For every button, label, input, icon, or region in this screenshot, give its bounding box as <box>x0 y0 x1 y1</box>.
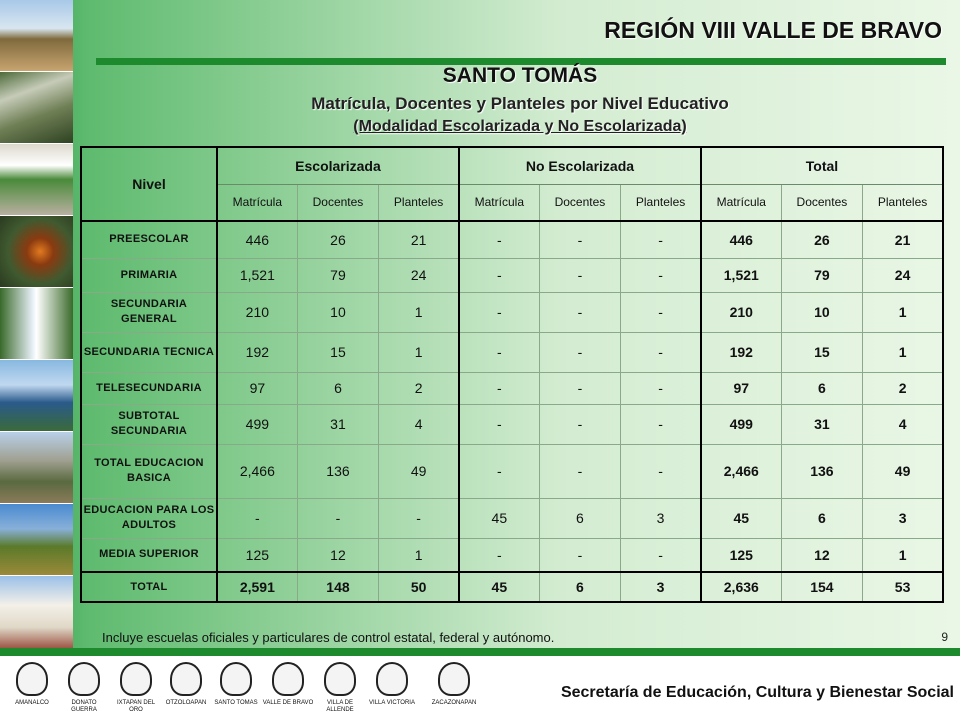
value-cell: 10 <box>297 292 379 332</box>
footer-divider <box>0 648 960 656</box>
lake-photo <box>0 360 73 432</box>
table-body <box>81 221 943 602</box>
table-header-groups <box>81 147 943 184</box>
value-cell: 26 <box>781 221 863 258</box>
glyph-icon <box>438 662 470 696</box>
value-cell: - <box>539 404 621 444</box>
region-title: REGIÓN VIII VALLE DE BRAVO <box>604 17 942 43</box>
table-row <box>81 292 943 332</box>
value-cell: - <box>539 444 621 498</box>
value-cell: - <box>459 292 539 332</box>
street-photo <box>0 144 73 216</box>
municipality-logo <box>210 662 262 718</box>
value-cell: - <box>621 221 701 258</box>
modalidad-subtitle: (Modalidad Escolarizada y No Escolarizada) <box>353 118 687 135</box>
value-cell: - <box>539 538 621 572</box>
total-header: Total <box>701 147 943 184</box>
value-cell: - <box>217 498 297 538</box>
value-cell: 6 <box>539 498 621 538</box>
municipality-logo <box>58 662 110 718</box>
municipality-logo <box>366 662 418 718</box>
value-cell: 53 <box>863 572 943 602</box>
col-docentes: Docentes <box>297 184 379 221</box>
value-cell: 3 <box>863 498 943 538</box>
value-cell: - <box>539 372 621 404</box>
value-cell: - <box>621 372 701 404</box>
value-cell: 125 <box>217 538 297 572</box>
municipality-label: VILLA DE ALLENDE <box>326 700 354 713</box>
value-cell: 1 <box>863 292 943 332</box>
value-cell: - <box>459 538 539 572</box>
table-row <box>81 444 943 498</box>
value-cell: 50 <box>379 572 459 602</box>
value-cell: - <box>621 258 701 292</box>
value-cell: 49 <box>863 444 943 498</box>
value-cell: 15 <box>781 332 863 372</box>
value-cell: - <box>621 444 701 498</box>
municipality-label: VALLE DE BRAVO <box>262 700 314 706</box>
col-docentes: Docentes <box>539 184 621 221</box>
value-cell: - <box>621 332 701 372</box>
col-matricula: Matrícula <box>217 184 297 221</box>
value-cell: 79 <box>297 258 379 292</box>
value-cell: 1 <box>379 292 459 332</box>
nivel-header: Nivel <box>81 147 217 221</box>
value-cell: - <box>459 221 539 258</box>
col-docentes: Docentes <box>781 184 863 221</box>
butterfly-photo <box>0 216 73 288</box>
municipality-logo <box>160 662 212 718</box>
table-row <box>81 221 943 258</box>
value-cell: 10 <box>781 292 863 332</box>
value-cell: 192 <box>217 332 297 372</box>
value-cell: - <box>459 444 539 498</box>
value-cell: 210 <box>217 292 297 332</box>
value-cell: 1 <box>863 332 943 372</box>
value-cell: 210 <box>701 292 781 332</box>
glyph-icon <box>68 662 100 696</box>
table-row <box>81 332 943 372</box>
value-cell: 49 <box>379 444 459 498</box>
municipality-label: DONATO GUERRA <box>71 700 97 713</box>
value-cell: - <box>621 292 701 332</box>
value-cell: 97 <box>217 372 297 404</box>
value-cell: 1,521 <box>701 258 781 292</box>
value-cell: 446 <box>217 221 297 258</box>
nivel-cell: TOTAL EDUCACION BASICA <box>81 444 217 498</box>
glyph-icon <box>324 662 356 696</box>
nivel-cell: PRIMARIA <box>81 258 217 292</box>
value-cell: - <box>379 498 459 538</box>
table-row <box>81 258 943 292</box>
value-cell: 499 <box>701 404 781 444</box>
value-cell: 2,591 <box>217 572 297 602</box>
value-cell: 4 <box>379 404 459 444</box>
value-cell: - <box>621 538 701 572</box>
nivel-cell: MEDIA SUPERIOR <box>81 538 217 572</box>
municipality-logo <box>428 662 480 718</box>
value-cell: 26 <box>297 221 379 258</box>
glyph-icon <box>220 662 252 696</box>
landscape-photo <box>0 0 73 72</box>
value-cell: 3 <box>621 572 701 602</box>
value-cell: 1 <box>863 538 943 572</box>
value-cell: 24 <box>379 258 459 292</box>
municipality-logo <box>6 662 58 718</box>
education-table <box>80 146 944 603</box>
page-number: 9 <box>941 630 948 644</box>
value-cell: - <box>459 258 539 292</box>
value-cell: - <box>539 221 621 258</box>
municipality-logo <box>110 662 162 718</box>
value-cell: 136 <box>297 444 379 498</box>
value-cell: 12 <box>781 538 863 572</box>
col-matricula: Matrícula <box>459 184 539 221</box>
value-cell: 2 <box>863 372 943 404</box>
col-matricula: Matrícula <box>701 184 781 221</box>
escolarizada-header: Escolarizada <box>217 147 459 184</box>
value-cell: 2 <box>379 372 459 404</box>
value-cell: 2,466 <box>701 444 781 498</box>
glyph-icon <box>376 662 408 696</box>
value-cell: 6 <box>781 372 863 404</box>
trees-photo <box>0 504 73 576</box>
value-cell: - <box>459 404 539 444</box>
glyph-icon <box>16 662 48 696</box>
glyph-icon <box>170 662 202 696</box>
municipality-label: IXTAPAN DEL ORO <box>116 700 156 713</box>
nivel-cell: SECUNDARIA GENERAL <box>81 292 217 332</box>
value-cell: 6 <box>297 372 379 404</box>
value-cell: 21 <box>863 221 943 258</box>
value-cell: 45 <box>459 572 539 602</box>
glyph-icon <box>120 662 152 696</box>
municipality-logo <box>314 662 366 718</box>
secretaria-name: Secretaría de Educación, Cultura y Bienestar Social <box>560 684 954 701</box>
value-cell: - <box>459 372 539 404</box>
value-cell: 499 <box>217 404 297 444</box>
forest-photo <box>0 72 73 144</box>
nivel-cell: TELESECUNDARIA <box>81 372 217 404</box>
value-cell: 24 <box>863 258 943 292</box>
table-row <box>81 372 943 404</box>
col-planteles: Planteles <box>379 184 459 221</box>
value-cell: 2,636 <box>701 572 781 602</box>
value-cell: 2,466 <box>217 444 297 498</box>
value-cell: - <box>539 332 621 372</box>
col-planteles: Planteles <box>621 184 701 221</box>
no-escolarizada-header: No Escolarizada <box>459 147 701 184</box>
municipality-logo <box>262 662 314 718</box>
value-cell: 97 <box>701 372 781 404</box>
value-cell: 31 <box>297 404 379 444</box>
waterfall-photo <box>0 288 73 360</box>
footnote: Incluye escuelas oficiales y particulares de control estatal, federal y autónomo. <box>102 630 555 645</box>
value-cell: - <box>539 292 621 332</box>
total-row <box>81 572 943 602</box>
table-row <box>81 538 943 572</box>
value-cell: 192 <box>701 332 781 372</box>
municipality-label: SANTO TOMAS <box>214 700 258 706</box>
municipality-title: SANTO TOMÁS <box>442 64 598 87</box>
value-cell: 3 <box>621 498 701 538</box>
value-cell: - <box>297 498 379 538</box>
value-cell: 15 <box>297 332 379 372</box>
value-cell: 4 <box>863 404 943 444</box>
value-cell: 6 <box>781 498 863 538</box>
municipality-label: VILLA VICTORIA <box>369 700 415 706</box>
nivel-cell: TOTAL <box>81 572 217 602</box>
municipality-label: OTZOLOAPAN <box>165 700 207 706</box>
municipality-label: AMANALCO <box>15 700 49 706</box>
church-photo <box>0 576 73 650</box>
value-cell: 136 <box>781 444 863 498</box>
value-cell: 148 <box>297 572 379 602</box>
value-cell: 45 <box>459 498 539 538</box>
nivel-cell: EDUCACION PARA LOS ADULTOS <box>81 498 217 538</box>
table-row <box>81 404 943 444</box>
value-cell: 446 <box>701 221 781 258</box>
value-cell: 1 <box>379 332 459 372</box>
value-cell: 125 <box>701 538 781 572</box>
value-cell: 1 <box>379 538 459 572</box>
value-cell: 79 <box>781 258 863 292</box>
value-cell: 6 <box>539 572 621 602</box>
col-planteles: Planteles <box>863 184 943 221</box>
nivel-cell: SUBTOTAL SECUNDARIA <box>81 404 217 444</box>
nivel-cell: PREESCOLAR <box>81 221 217 258</box>
value-cell: 21 <box>379 221 459 258</box>
table-subtitle: Matrícula, Docentes y Planteles por Nivel Educativo <box>311 94 729 113</box>
valley-photo <box>0 432 73 504</box>
table-row <box>81 498 943 538</box>
value-cell: - <box>539 258 621 292</box>
value-cell: 154 <box>781 572 863 602</box>
value-cell: 1,521 <box>217 258 297 292</box>
nivel-cell: SECUNDARIA TECNICA <box>81 332 217 372</box>
value-cell: - <box>621 404 701 444</box>
value-cell: 31 <box>781 404 863 444</box>
municipality-label: ZACAZONAPAN <box>431 700 477 706</box>
value-cell: 45 <box>701 498 781 538</box>
value-cell: - <box>459 332 539 372</box>
glyph-icon <box>272 662 304 696</box>
photo-strip <box>0 0 73 650</box>
value-cell: 12 <box>297 538 379 572</box>
